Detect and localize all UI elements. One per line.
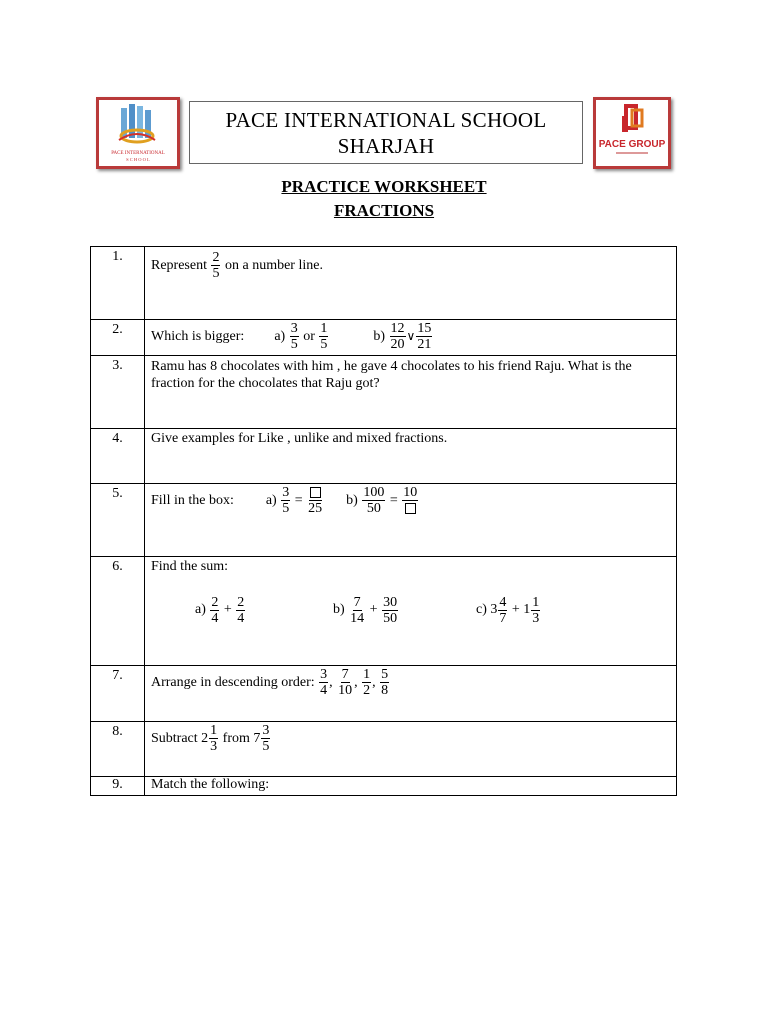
- table-row: [91, 356, 677, 429]
- question-number: 9.: [91, 777, 145, 796]
- q8-middle: from 7: [222, 730, 261, 746]
- worksheet-subtitle: FRACTIONS: [333, 201, 435, 220]
- equals-sign: =: [294, 492, 303, 508]
- question-table: [90, 246, 677, 796]
- pace-group-logo: [593, 97, 671, 169]
- q5-option-a: a): [265, 492, 277, 508]
- q5-prefix: Fill in the box:: [151, 492, 234, 508]
- q2-prefix: Which is bigger:: [151, 328, 245, 344]
- fraction: $\frac{15}{21}$: [417, 321, 432, 352]
- sum-b: b) $\frac{7}{14}$ + $\frac{30}{50}$: [333, 594, 398, 626]
- table-row: [91, 484, 677, 557]
- question-text: Ramu has 8 chocolates with him , he gave 4 chocolates to his friend Raju. What is the fraction for the chocolates that Raju got?: [145, 356, 677, 429]
- table-row: [91, 666, 677, 722]
- q6-prefix: Find the sum:: [151, 559, 229, 574]
- question-number: 4.: [91, 429, 145, 484]
- fraction: $\frac{3}{5}$: [282, 485, 290, 516]
- school-name-line1: PACE INTERNATIONAL SCHOOL: [225, 108, 547, 132]
- fraction: 25: [307, 485, 323, 516]
- school-name-box: [189, 101, 583, 164]
- fraction: $\frac{5}{8}$: [381, 667, 389, 698]
- question-text: [145, 722, 677, 777]
- pace-group-icon: [596, 100, 668, 166]
- question-text: Arrange in descending order: $\frac{3}{4}$ , $\frac{7}{10}$ , $\frac{1}{2}$ , $\frac{5}{8}$: [145, 666, 677, 722]
- question-number: 1.: [91, 247, 145, 320]
- fraction: $\frac{2}{5}$: [212, 250, 220, 281]
- equals-sign: =: [389, 492, 398, 508]
- table-row: [91, 320, 677, 356]
- answer-box: [405, 503, 416, 514]
- q8-prefix: Subtract 2: [151, 730, 209, 746]
- question-number: 8.: [91, 722, 145, 777]
- school-logo: [96, 97, 180, 169]
- question-number: 2.: [91, 320, 145, 356]
- fraction: $\frac{1}{3}$: [210, 723, 218, 754]
- q1-prefix: Represent: [151, 257, 207, 273]
- comparison-symbol: ∨: [406, 329, 416, 343]
- q1-suffix: on a number line.: [224, 257, 323, 273]
- fraction: 10: [402, 485, 418, 516]
- q7-prefix: Arrange in descending order:: [151, 674, 315, 690]
- question-number: 5.: [91, 484, 145, 557]
- table-row: [91, 429, 677, 484]
- table-row: [91, 777, 677, 796]
- q2-option-b: b): [373, 328, 386, 344]
- question-number: 7.: [91, 666, 145, 722]
- question-number: 3.: [91, 356, 145, 429]
- q2-option-a: a): [274, 328, 286, 344]
- svg-text:S C H O O L: S C H O O L: [126, 157, 150, 162]
- q5-option-b: b): [346, 492, 358, 508]
- question-text: [145, 247, 677, 320]
- q2-or: or: [303, 328, 315, 344]
- table-row: [91, 722, 677, 777]
- fraction: $\frac{1}{5}$: [320, 321, 328, 352]
- school-name-line2: SHARJAH: [337, 134, 435, 158]
- sum-c: c) 3 $\frac{4}{7}$ + 1 $\frac{1}{3}$: [476, 594, 540, 626]
- question-text: Match the following:: [145, 777, 677, 796]
- fraction: $\frac{3}{4}$: [320, 667, 328, 698]
- worksheet-title: PRACTICE WORKSHEET: [281, 177, 487, 196]
- school-crest-icon: [99, 100, 177, 166]
- svg-text:PACE GROUP: PACE GROUP: [598, 139, 666, 150]
- answer-box: [310, 487, 321, 498]
- fraction: $\frac{100}{50}$: [363, 485, 385, 516]
- question-text: [145, 320, 677, 356]
- fraction: $\frac{3}{5}$: [262, 723, 270, 754]
- question-text: Give examples for Like , unlike and mixed fractions.: [145, 429, 677, 484]
- table-row: [91, 247, 677, 320]
- svg-text:PACE INTERNATIONAL: PACE INTERNATIONAL: [111, 151, 165, 156]
- fraction: $\frac{3}{5}$: [290, 321, 298, 352]
- sum-a: a) $\frac{2}{4}$ + $\frac{2}{4}$: [195, 594, 245, 626]
- fraction: $\frac{1}{2}$: [363, 667, 371, 698]
- fraction: $\frac{12}{20}$: [390, 321, 405, 352]
- question-text: [145, 484, 677, 557]
- question-text: [145, 557, 677, 666]
- fraction: $\frac{7}{10}$: [338, 667, 353, 698]
- question-number: 6.: [91, 557, 145, 666]
- table-row: [91, 557, 677, 666]
